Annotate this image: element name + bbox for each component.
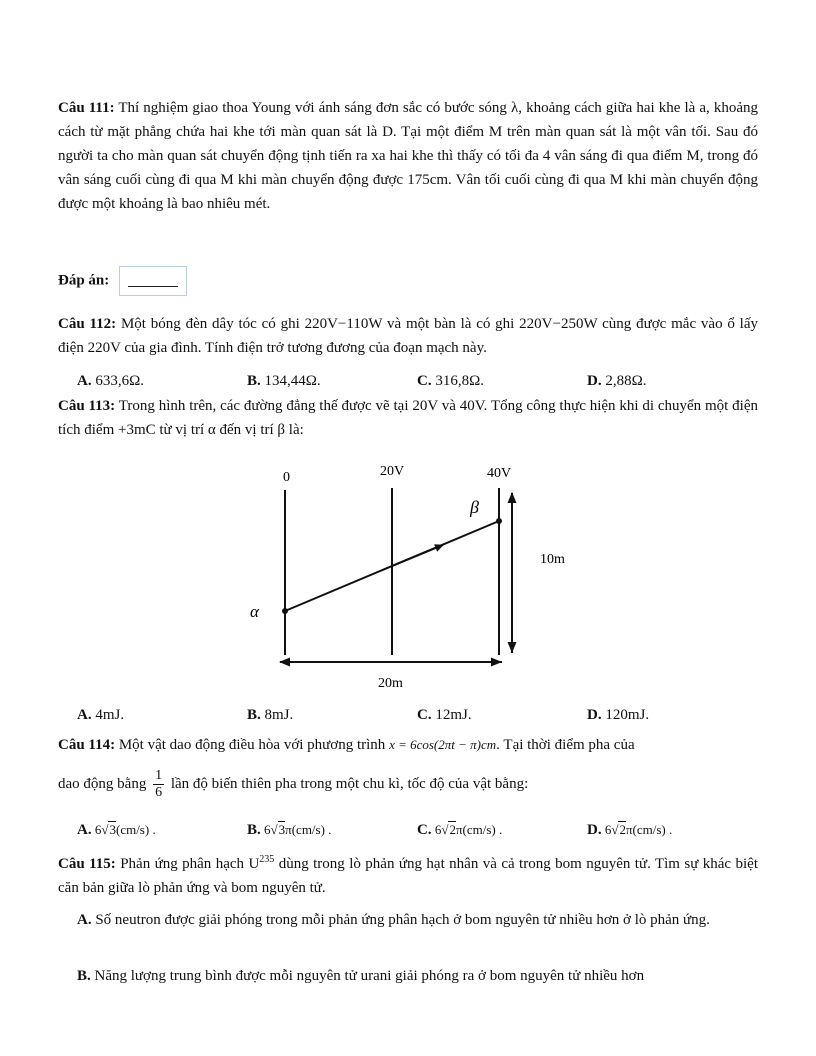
option-a[interactable] — [77, 705, 124, 725]
option-text: 316,8Ω. — [435, 373, 484, 389]
option-unit: (cm/s) . — [115, 822, 156, 837]
option-text: 4mJ. — [95, 707, 125, 723]
question-label: Câu 112: — [58, 316, 117, 332]
superscript: 235 — [259, 854, 275, 865]
option-key: C. — [417, 373, 432, 389]
option-key: C. — [417, 822, 432, 838]
option-c[interactable] — [417, 371, 484, 391]
option-key: B. — [247, 822, 261, 838]
question-113 — [58, 394, 758, 442]
question-label: Câu 113: — [58, 398, 116, 414]
label-alpha: α — [250, 602, 259, 621]
option-b[interactable] — [77, 964, 758, 988]
question-text: Trong hình trên, các đường đẳng thế được vẽ tại 20V và 40V. Tổng công thực hiện khi di chuyển một điện tích điểm +3mC từ vị trí α đến vị trí β là: — [58, 398, 759, 438]
path-arrow — [392, 545, 443, 566]
equation: x = 6cos(2πt − π)cm — [389, 737, 497, 752]
option-radicand: 3 — [278, 822, 286, 837]
option-key: A. — [77, 822, 92, 838]
question-text-continued: . Tại thời điểm pha của — [496, 737, 635, 753]
option-d[interactable] — [587, 705, 649, 725]
option-key: B. — [77, 968, 91, 984]
question-label: Câu 111: — [58, 100, 115, 116]
answer-label: Đáp án: — [58, 272, 110, 289]
question-114-line-2 — [58, 768, 758, 801]
point-alpha — [282, 608, 288, 614]
question-114 — [58, 733, 758, 757]
equipotential-figure — [240, 455, 580, 700]
option-a[interactable] — [77, 908, 758, 932]
point-beta — [496, 518, 502, 524]
option-text: Số neutron được giải phóng trong mỗi phản ứng phân hạch ở bom nguyên tử nhiều hơn ở lò phản ứng. — [95, 912, 710, 928]
question-text-continued: dùng trong lò phản ứng hạt nhân và cả trong bom nguyên tử. Tìm sự khác biệt căn bản giữa lò phản ứng và bom nguyên tử. — [58, 856, 759, 896]
label-height: 10m — [540, 552, 565, 567]
option-text: 2,88Ω. — [605, 373, 647, 389]
option-a[interactable] — [77, 371, 144, 391]
option-text: Năng lượng trung bình được mỗi nguyên tử urani giải phóng ra ở bom nguyên tử nhiều hơn — [94, 968, 645, 984]
option-text: 134,44Ω. — [264, 373, 321, 389]
option-coefficient: 6 — [264, 822, 271, 837]
option-coefficient: 6 — [604, 822, 612, 837]
option-b[interactable] — [247, 705, 293, 725]
option-radicand: 3 — [109, 822, 116, 837]
option-unit: π(cm/s) . — [455, 822, 503, 837]
question-111 — [58, 96, 758, 216]
option-key: A. — [77, 912, 92, 928]
option-a[interactable]: A. 6√3(cm/s) . — [77, 822, 156, 838]
fraction-numerator: 1 — [155, 768, 163, 783]
option-key: D. — [587, 707, 602, 723]
option-text: 120mJ. — [605, 707, 650, 723]
option-unit: π(cm/s) . — [285, 822, 332, 837]
option-text: 8mJ. — [264, 707, 294, 723]
label-width: 20m — [378, 676, 403, 691]
option-key: C. — [417, 707, 432, 723]
option-key: D. — [587, 822, 602, 838]
label-20v: 20V — [380, 464, 405, 479]
option-b[interactable] — [247, 371, 321, 391]
option-d[interactable] — [587, 371, 647, 391]
question-text: dao động bằng — [58, 775, 147, 792]
question-text: Một bóng đèn dây tóc có ghi 220V−110W và một bàn là có ghi 220V−250W cùng được mắc vào ổ lấy điện 220V của gia đình. Tính điện trở tương đương của đoạn mạch này. — [58, 316, 759, 356]
question-label: Câu 115: — [58, 856, 116, 872]
option-text: 12mJ. — [435, 707, 472, 723]
fraction — [153, 768, 164, 801]
option-key: B. — [247, 707, 261, 723]
option-radicand: 2 — [619, 822, 626, 837]
question-112 — [58, 312, 758, 360]
option-key: D. — [587, 373, 602, 389]
label-0v: 0 — [283, 470, 290, 485]
option-b[interactable]: B. 6√3π(cm/s) . — [247, 822, 332, 838]
label-beta: β — [470, 497, 479, 517]
label-40v: 40V — [487, 466, 512, 481]
answer-row — [58, 266, 187, 296]
question-text-continued: lần độ biến thiên pha trong một chu kì, tốc độ của vật bằng: — [170, 775, 529, 792]
option-key: B. — [247, 373, 261, 389]
option-c[interactable] — [417, 705, 472, 725]
fraction-denominator: 6 — [155, 785, 163, 800]
option-key: A. — [77, 707, 92, 723]
question-text: Phản ứng phân hạch U — [120, 856, 260, 872]
question-label: Câu 114: — [58, 737, 116, 753]
question-text: Thí nghiệm giao thoa Young với ánh sáng đơn sắc có bước sóng λ, khoảng cách giữa hai khe là a, khoảng cách từ mặt phẳng chứa hai khe tới màn quan sát là D. Tại một điểm M trên màn quan sát là một vân tối. Sau đó người ta cho màn quan sát chuyển động tịnh tiến ra xa hai khe thì thấy có tối đa 4 vân sáng đi qua điểm M, trong đó vân sáng cuối cùng đi qua M khi màn chuyển động được 175cm. Vân tối cuối cùng đi qua M khi màn chuyển động được một khoảng là bao nhiêu mét. — [58, 100, 758, 212]
answer-input[interactable] — [119, 266, 187, 296]
option-c[interactable]: C. 6√2π(cm/s) . — [417, 822, 503, 838]
question-115 — [58, 852, 758, 900]
option-unit: π(cm/s) . — [625, 822, 673, 837]
option-radicand: 2 — [449, 822, 456, 837]
question-text: Một vật dao động điều hòa với phương trình — [118, 737, 386, 753]
option-coefficient: 6 — [94, 822, 102, 837]
option-coefficient: 6 — [434, 822, 442, 837]
option-text: 633,6Ω. — [95, 373, 144, 389]
option-key: A. — [77, 373, 92, 389]
option-d[interactable]: D. 6√2π(cm/s) . — [587, 822, 673, 838]
